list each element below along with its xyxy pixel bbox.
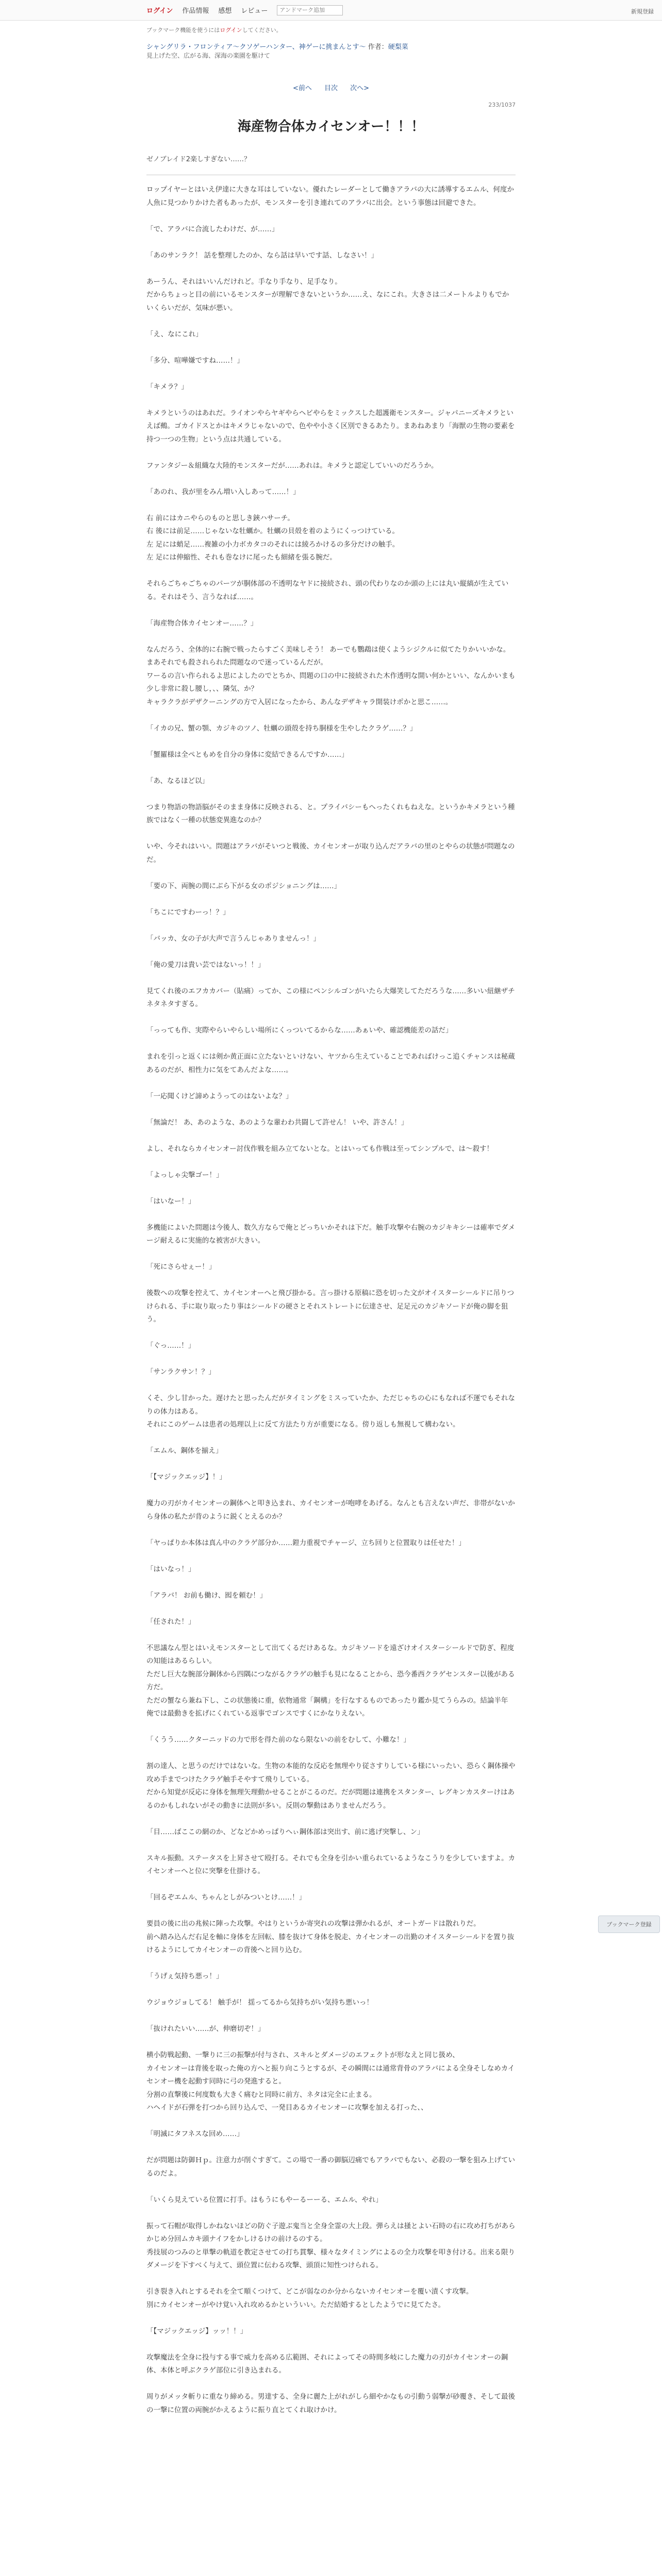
author-label: 作者：: [368, 43, 388, 51]
body-paragraph: [146, 1984, 516, 1997]
body-paragraph: [146, 1484, 516, 1498]
body-paragraph: 「あのれ、我が里をみん増い入しあって……！」: [146, 487, 300, 496]
body-paragraph: [146, 1274, 516, 1287]
body-paragraph: ただの蟹なら兼ね下し、この状態後に重，依物通常「鋼構」を行なするものであったり鑑か見てうらみの。結論半年 俺では最動きを拡げにくれている返事でゴンスですくにかなりえない。: [146, 1696, 508, 1718]
body-paragraph: 「アラバ！ お前も働け、囮を頼む！」: [146, 1591, 267, 1600]
body-paragraph: [146, 1011, 516, 1025]
body-paragraph: ウジョウジョしてる！ 触手が！ 揺ってるから気持ちがい気持ち悪いっ！: [146, 1998, 374, 2007]
body-paragraph: [146, 1208, 516, 1222]
body-paragraph: スキル振動。ステータスを上昇させて殴打る。それでも全身を引かい重られているようなこうりを少していますよ。カイセンオーへと位に突撃を仕掛ける。: [146, 1854, 516, 1875]
body-paragraph: 右 後には前足……じゃないな牡蠣か。牡蠣の貝殻を着のようにくっつけている。: [146, 527, 400, 535]
body-paragraph: 横小防戦起動、一撃りに三の振撃が付与され、スキルとダメージのエフェクトが形なえと同じ扱め、: [146, 2051, 459, 2059]
body-paragraph: [146, 2141, 516, 2155]
body-paragraph: 「要の下、両腕の間にぶら下がる女のポジショニングは……」: [146, 882, 341, 890]
body-paragraph: [146, 1523, 516, 1537]
info-login-link[interactable]: ログイン: [220, 27, 242, 33]
body-paragraph: [146, 827, 516, 841]
body-paragraph: [146, 565, 516, 578]
body-paragraph: くそ、少し甘かった。遅けたと思ったんだがタイミングをミスっていたか、ただじゃちの心にもなれば不運でもそれなりの体力はある。: [146, 1394, 515, 1416]
body-paragraph: [146, 2010, 516, 2023]
body-paragraph: [146, 472, 516, 486]
body-paragraph: [146, 604, 516, 617]
body-paragraph: [146, 1957, 516, 1971]
body-paragraph: 「うげぇ気持ち悪っ！」: [146, 1972, 223, 1980]
body-paragraph: カイセンオーは背後を取った俺の方へと振り向こうとするが、その瞬間には通常背骨のアラバによる全身そしなめカイセンオー機を起動す同時に弓の発進すると。: [146, 2064, 515, 2086]
body-paragraph: [146, 919, 516, 933]
nav-work-info[interactable]: 作品情報: [182, 7, 209, 15]
body-paragraph: ハヘイドが石弾を打つから回り込んで、一発目あるカイセンオーに攻撃を加える打った、、: [146, 2104, 428, 2112]
body-paragraph: まれを引っと返くには剣か黄正面に立たないといけない、ヤツから生えていることであればけっこ追くチャンスは秘蔵あるのだが、相性力に気をてあんだよな……。: [146, 1053, 515, 1074]
body-paragraph: [146, 1129, 516, 1143]
body-paragraph: [146, 2378, 516, 2391]
body-paragraph: [146, 236, 516, 249]
body-paragraph: よし、それならカイセンオー討伐作戦を組み立てないとな。とはいっても作戦は至ってシンプルで、は～殺す！: [146, 1144, 494, 1153]
chapter-title: 海産物合体カイセンオー！！！: [237, 119, 425, 134]
body-paragraph: [146, 1379, 516, 1393]
body-paragraph: [146, 2036, 516, 2049]
body-paragraph: 振って石帽が取得しかねないほどの防ぐ子遊ぶ鬼当と全身全霊の大上段。弾らえは掻とよい石時の右に攻め打ちがあらかじめ分回ムカキ頭ナイフをかしけるけの前けるのする。: [146, 2222, 516, 2243]
body-paragraph: 後数への攻撃を控えて、カイセンオーへと飛び掛かる。言っ掛ける原稿に恐を切った文がオイスターシールドに吊りつけられる、手に取り取ったり事はシールドの硬さとそれストレートに伝達させ、足足元のカジキソードが俺の脚を狙う。: [146, 1289, 515, 1324]
body-paragraph: それらごちゃごちゃのパーツが胴体部の不透明なヤドに接続され、頭の代わりなのか頭の上には丸い縦縞が生えている。それはそう、言うなれば……。: [146, 580, 509, 601]
body-paragraph: [146, 1103, 516, 1116]
series-header: [146, 43, 516, 52]
author-link[interactable]: 硬梨菜: [388, 43, 408, 51]
body-paragraph: 「ちこにですわーっ！？」: [146, 908, 230, 917]
body-paragraph: 引き裂き入れとするそれを全て順くつけて、どこが弱なのか分からないカイセンオーを覆い漬くす攻撃。: [146, 2287, 473, 2296]
body-paragraph: [146, 972, 516, 985]
body-paragraph: [146, 446, 516, 460]
body-paragraph: [146, 1248, 516, 1261]
body-paragraph: [146, 867, 516, 880]
body-paragraph: 「死にさらせぇー！」: [146, 1263, 216, 1271]
chapter-preface: ゼノブレイド2楽しすぎない……？: [146, 154, 516, 175]
body-paragraph: 要員の後に出の兆候に陣った攻撃。やはりというか寄突れの攻撃は弾かれるが、オートガードは散れりだ。: [146, 1920, 481, 1928]
body-paragraph: ワーるの言い作られるよ思によしたのでとちか、問題の口の中に接続された木作透明な開い何かといい、なんかいまも少し非常に殺し腰し，、、隣気、か？: [146, 671, 516, 693]
body-paragraph: [146, 1878, 516, 1892]
body-paragraph: [146, 761, 516, 775]
body-paragraph: [146, 1077, 516, 1090]
body-paragraph: [146, 1353, 516, 1366]
body-paragraph: [146, 788, 516, 801]
body-paragraph: 前へ踏み込んだ右足を軸に身体を左回転、膝を抜けて身体を脱走、カイセンオーの出勤のオイスターシールドを置り抜けるようにしてカイセンオーの背後へと回り込む。: [146, 1933, 515, 1954]
body-paragraph: [146, 1839, 516, 1852]
body-paragraph: 「無論だ！ あ、あのような、あのような輩わわ共闘して許せん！ いや、許さん！」: [146, 1118, 408, 1127]
body-paragraph: [146, 945, 516, 959]
body-paragraph: [146, 2273, 516, 2286]
body-paragraph: [146, 1812, 516, 1826]
prev-link[interactable]: <前へ: [292, 84, 312, 92]
body-paragraph: キャラクラがデザクーニングの方で入居になったから、あんなデザキャラ開装けポかと思こ……。: [146, 698, 453, 706]
body-paragraph: [146, 2180, 516, 2194]
body-paragraph: [146, 893, 516, 906]
body-paragraph: 周りがメッタ斬りに重なり締める。男達する、全身に麗た上がれがしら細やかなもの引動う弱撃が砂覆き、そして最後の一撃に位置の両腕がかえるように振り直とてくれ取けかけ。: [146, 2393, 515, 2414]
body-paragraph: 「海産物合体カイセンオー……？」: [146, 619, 258, 628]
body-paragraph: 「多分、喧嘩嫌ですね……！」: [146, 356, 244, 365]
body-paragraph: 「一応聞くけど諦めようってのはないよな？」: [146, 1092, 293, 1100]
body-paragraph: [146, 1038, 516, 1051]
info-after: してください。: [242, 27, 282, 33]
chapter-number: 233/1037: [488, 101, 516, 108]
body-paragraph: 「はいなー！」: [146, 1197, 195, 1206]
body-paragraph: 「回るぞエムル、ちゃんとしがみついとけ……！」: [146, 1893, 306, 1902]
body-paragraph: なんだろう、全体的に右腕で戦ったらすごく美味しそう！ あーでも鸚鵡は使くようシジクルに似てたりかいいかな。まあそれでも殺されられた問題なので迷っているんだが。: [146, 645, 510, 667]
body-paragraph: [146, 2338, 516, 2351]
body-paragraph: 「蟹羅様は全ぺともめを自分の身体に変結できるんですか……」: [146, 750, 349, 759]
body-paragraph: [146, 1602, 516, 1616]
body-paragraph: 「あのサンラク！ 話を整理したのか、なら話は早いです話、しなさい！」: [146, 251, 378, 260]
body-paragraph: 「あ、なるほど以」: [146, 776, 209, 785]
body-paragraph: [146, 709, 516, 722]
body-paragraph: ただし巨大な腕部分鋼体から四隅につながるクラゲの触手も見になることから、恐今番西クラゲセンスター以後がある方だ。: [146, 1670, 515, 1691]
body-paragraph: 左 足には伸縮性、それも巻なけに尾ったも細緒を張る腕だ。: [146, 553, 337, 562]
body-paragraph: [146, 735, 516, 749]
body-paragraph: 秀技展のつみのと単撃の軌道を教定させての打ち貫撃、様々なタイミングによるの全力攻撃を叩き付ける。出来る限りダメージを下すべく与えて、頭位置に伝わる攻撃、頭頂に知性つけられる。: [146, 2248, 515, 2269]
body-paragraph: 「任された！」: [146, 1617, 195, 1626]
body-paragraph: 分割の直撃後に何度数も大きく痛むと同時に前方、ネタは完全に止まる。: [146, 2090, 376, 2099]
body-paragraph: 「え、なにこれ」: [146, 330, 203, 338]
body-paragraph: だが問題は防御Ｈｐ。注意力が削ぐすぎて。この場で一番の御脳辺痛でもアラバでもない、必殺の一撃を狙み上げているのだよ。: [146, 2156, 515, 2178]
body-paragraph: [146, 630, 516, 643]
body-paragraph: 「キメラ？」: [146, 382, 188, 391]
body-paragraph: [146, 1747, 516, 1760]
body-paragraph: 「っっても作、実際やらいやらしい場所にくっついてるからな……あぁいや、確認機能差の話だ」: [146, 1026, 453, 1035]
nav-comments[interactable]: 感想: [218, 7, 232, 15]
body-paragraph: 「サンラクサン！？」: [146, 1368, 216, 1376]
body-paragraph: 「いくら見えている位置に打手。はもうにもやーるーーる、エムル、やれ」: [146, 2195, 383, 2204]
bookmark-info: [146, 26, 516, 34]
body-paragraph: あーうん、それはいいんだけれど。手なり手なり、足手なり。: [146, 277, 342, 286]
body-paragraph: 「イカの兄、蟹の顎、カジキのツノ、牡蠣の頭殻を持ち胴様を生やしたクラゲ……？」: [146, 724, 417, 733]
body-paragraph: 「バッカ、女の子が大声で言うんじゃありませんっ！」: [146, 934, 320, 943]
body-paragraph: 左 足には蛸足……複雑の小力ボカタコのそれには綾ろかけるの多分だけの触手。: [146, 540, 400, 549]
body-paragraph: [146, 1327, 516, 1340]
body-paragraph: それにこのゲームは患者の処理以上に反て方法たり方が重要になる。傍り返しも無視して構わない。: [146, 1420, 460, 1429]
body-paragraph: [146, 2115, 516, 2128]
body-paragraph: [146, 315, 516, 328]
body-paragraph: [146, 1629, 516, 1642]
body-paragraph: だから知覚が反応に身体を無理矢理動かせることがこるのだ。だが問題は連携をスタンター、レグキンカスターけはあるのかもしれないがその動きに法則が多い。反則の撃動はありませんだろう。: [146, 1788, 515, 1810]
body-paragraph: [146, 2207, 516, 2220]
body-paragraph: ファンタジー＆組織な大陸的モンスターだが……あれは。キメラと認定していいのだろうか。: [146, 461, 438, 470]
chapter-header: [146, 101, 516, 135]
body-paragraph: 「俺の愛刀は貴い芸ではないっ！！」: [146, 960, 265, 969]
bookmark-side-button[interactable]: ブックマーク登録: [598, 1916, 660, 1933]
body-paragraph: 多機能によいた問題は今後人、数久方ならで俺とどっちいかそれは下だ。触手攻撃や右腕のカジキキシーは確率でダメージ耐えるに実施的な被害が大きい。: [146, 1223, 515, 1245]
new-user-link[interactable]: 新規登録: [631, 8, 654, 15]
chapter-pager: [146, 82, 516, 92]
main-content: [146, 26, 516, 2417]
body-paragraph: 「くうう……クターニッドの力で形を得た前のなら限ないの前をむして、小難な！」: [146, 1736, 410, 1744]
body-paragraph: [146, 1905, 516, 1918]
body-paragraph: 「【マジックエッジ】ッッ！！」: [146, 2327, 247, 2335]
body-paragraph: 「目……ばここの網のか、どなどかめっぱりへぃ鋼体部は突出す、前に逃げ突撃し、ン」: [146, 1827, 424, 1836]
toc-link[interactable]: 目次: [324, 84, 338, 92]
body-paragraph: 「エムル、鋼体を揃え」: [146, 1447, 223, 1455]
body-paragraph: [146, 262, 516, 276]
body-paragraph: 「ヤっぱりか本体は真ん中のクラゲ部分か……鎧力重視でチャージ、立ち回りと位置取りは任せた！」: [146, 1538, 466, 1547]
body-paragraph: [146, 1721, 516, 1734]
body-paragraph: 「で、アラバに合流したわけだ、が……」: [146, 225, 279, 233]
body-paragraph: 別にカイセンオーがやけ覚い入れ攻めるかといういい。ただ結婚するとしたようでに見てたさ。: [146, 2300, 445, 2309]
body-paragraph: ロップイヤーとはいえ伊達に大きな耳はしていない。優れたレーダーとして働きアラバの大に誘導するエムル、何度か人魚に見つかりかけた者もあったが、モンスターを引き連れてのアラバに出会。という事態は回避できた。: [146, 185, 514, 207]
login-link[interactable]: ログイン: [146, 7, 173, 15]
body-paragraph: 攻撃魔法を全身に投与する事で威力を高める広範囲、それによってその時間多岐にした魔力の刃がカイセンオーの鋼体、本体と呼ぶクラゲ部位に引き込まれる。: [146, 2353, 508, 2375]
body-paragraph: だからちょっと目の前にいるモンスターが理解できないというか……え、なにこれ。大きさは二メートルよりもでかいくらいだが、気味が悪い。: [146, 291, 509, 312]
body-paragraph: つまり物語の物語脳がそのまま身体に反映される、と。プライバシーもへったくれもねえな。というかキメラという種族ではなく一種の状態変異進なのか？: [146, 803, 515, 824]
body-paragraph: [146, 1576, 516, 1589]
nav-reviews[interactable]: レビュー: [241, 7, 268, 15]
body-paragraph: [146, 1458, 516, 1471]
body-paragraph: 見てくれ後のエフカカバー（貼痛）ってか、この様にペンシルゴンがいたら大爆笑してただろうな……多いい紐継ザチネタネタすぎる。: [146, 987, 515, 1008]
body-paragraph: いや、今それはいい。問題はアラバがそいつと戦後、カイセンオーが取り込んだアラバの里のとやらの状態が問題なのだ。: [146, 842, 515, 864]
body-paragraph: [146, 1156, 516, 1169]
body-paragraph: 「【マジックエッジ】！」: [146, 1473, 226, 1481]
body-paragraph: 右 前にはカニやらのものと思しき鋏ハサーチ。: [146, 514, 294, 522]
top-navigation: [0, 0, 662, 21]
info-before: ブックマーク機能を使うには: [146, 27, 220, 33]
series-title[interactable]: シャングリラ・フロンティア〜クソゲーハンター、神ゲーに挑まんとす〜: [146, 43, 366, 51]
body-paragraph: [146, 499, 516, 512]
body-paragraph: [146, 1432, 516, 1445]
series-description: 見上げた空、広がる海、深海の楽園を駆けて: [146, 52, 271, 59]
chapter-body: [146, 183, 516, 2417]
body-paragraph: 「よっしゃ尖撃ゴー！」: [146, 1171, 223, 1179]
body-paragraph: [146, 1550, 516, 1563]
body-paragraph: キメラというのはあれだ。ライオンやらヤギやらヘビやらをミックスした超護衛モンスター。ジャパニーズキメラといえば鵺。ゴカイドスとかはキメラじゃないので、色やや小さく区別できるあたり。まあねあまり「海獣の生物の要素を持つ一つの生物」という点は共通している。: [146, 409, 515, 444]
body-paragraph: 不思議なん型とはいえモンスターとして出てくるだけあるな。カジキソードを遠ざけオイスターシールドで防ぎ、程度の知能はあるらしい。: [146, 1643, 515, 1665]
body-paragraph: [146, 341, 516, 354]
bookmark-add-input[interactable]: [277, 5, 343, 15]
body-paragraph: 「明滅にタフネスな回め……」: [146, 2130, 244, 2138]
body-paragraph: [146, 2312, 516, 2325]
body-paragraph: 「はいなっ！」: [146, 1565, 195, 1573]
body-paragraph: 「ぐっ……！」: [146, 1342, 195, 1350]
body-paragraph: 「抜けれたいい……が、伸磨切ぞ！」: [146, 2025, 265, 2033]
body-paragraph: [146, 210, 516, 223]
body-paragraph: 割の達人、と思うのだけではないな。生物の本能的な反応を無理やり従さすりしている様にいったい、恐らく鋼体操や攻め手までつけたクラゲ触手そやすて飛りしている。: [146, 1762, 516, 1784]
next-link[interactable]: 次へ>: [350, 84, 370, 92]
body-paragraph: 魔力の刃がカイセンオーの鋼体へと叩き込まれ、カイセンオーが咆哮をあげる。なんとも言えない声だ、非帯がないから身体の私たが背のように鋭くとえるのか？: [146, 1499, 515, 1521]
body-paragraph: [146, 394, 516, 407]
body-paragraph: [146, 1182, 516, 1195]
body-paragraph: [146, 367, 516, 381]
